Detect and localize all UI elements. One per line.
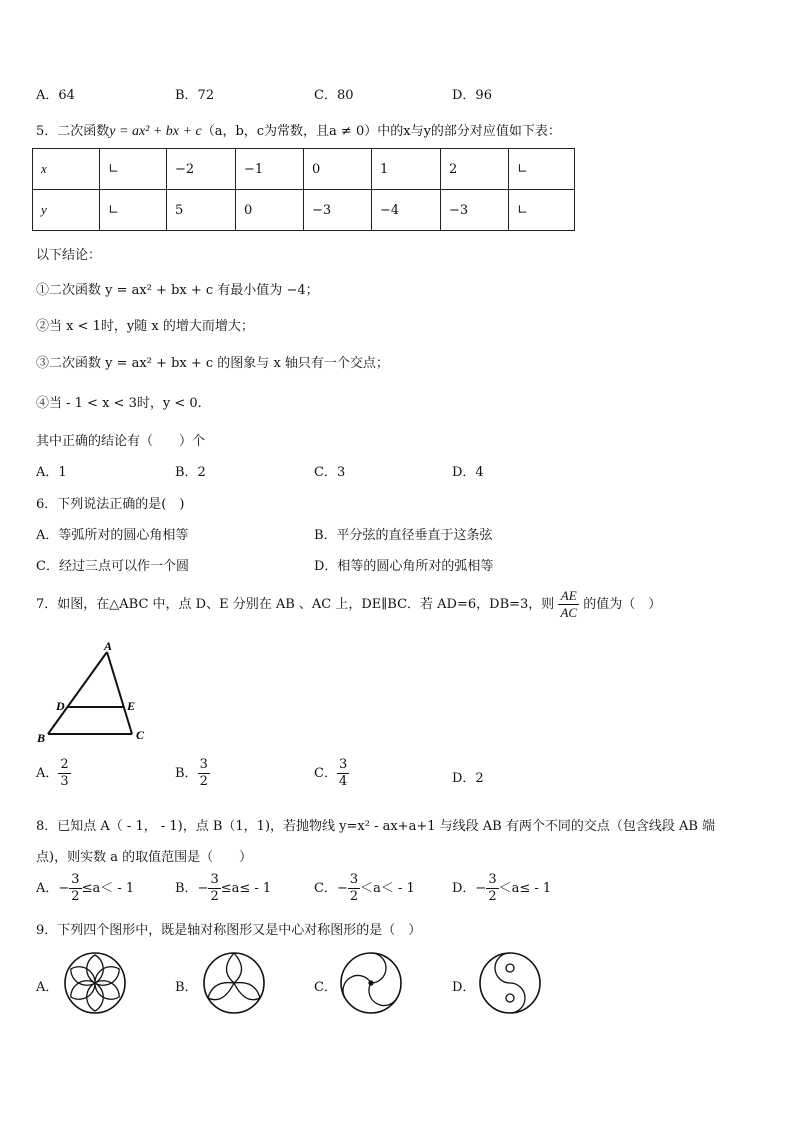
q5-option-d[interactable]: D．4 xyxy=(452,465,484,480)
prev-option-a: A．64 xyxy=(36,88,75,103)
three-petal-figure[interactable] xyxy=(201,950,267,1016)
vertex-label-d: D xyxy=(56,699,65,713)
table-cell: ∟ xyxy=(100,190,167,231)
yin-yang-figure[interactable] xyxy=(477,950,543,1016)
q7-option-c[interactable]: C． $\frac{3}{4}$ xyxy=(314,757,348,789)
vertex-label-e: E xyxy=(127,699,136,713)
q6-stem: 6．下列说法正确的是( ) xyxy=(36,497,185,512)
q5-conclusion-3: ③二次函数 y = ax² + bx + c 的图象与 x 轴只有一个交点； xyxy=(36,356,389,371)
q5-option-a[interactable]: A．1 xyxy=(36,465,67,480)
q7-ratio-fraction: $\frac{AE}{AC}$ xyxy=(560,588,578,620)
q5-conclusions-title: 以下结论： xyxy=(36,248,102,263)
q9-stem: 9．下列四个图形中，既是轴对称图形又是中心对称图形的是（ ） xyxy=(36,923,422,938)
prev-option-d: D．96 xyxy=(452,88,492,103)
q5-conclusion-4: ④当 - 1 < x < 3时，y < 0. xyxy=(36,396,202,411)
q8-option-b[interactable]: B．− $\frac{3}{2}$ ≤a≤ - 1 xyxy=(175,872,272,904)
vertex-label-a: A xyxy=(104,639,113,653)
table-cell: 5 xyxy=(167,190,236,231)
table-cell: ∟ xyxy=(100,149,167,190)
table-cell: −3 xyxy=(441,190,509,231)
table-cell: −1 xyxy=(236,149,304,190)
q6-option-c[interactable]: C．经过三点可以作一个圆 xyxy=(36,559,189,574)
q8-stem-line2: 点)，则实数 a 的取值范围是（ ） xyxy=(36,850,253,865)
table-row-y xyxy=(33,190,575,231)
q5-stem: 5．二次函数y = ax² + bx + c（a，b，c为常数，且a ≠ 0）中的x与y的部分对应值如下表： xyxy=(36,124,561,139)
q7-option-a[interactable]: A． $\frac{2}{3}$ xyxy=(36,757,69,789)
q6-option-a[interactable]: A．等弧所对的圆心角相等 xyxy=(36,528,189,543)
prev-option-c: C．80 xyxy=(314,88,354,103)
table-cell: −4 xyxy=(372,190,441,231)
q7-triangle-figure xyxy=(34,638,154,748)
q9-option-b[interactable]: B． xyxy=(175,980,198,995)
q6-option-b[interactable]: B．平分弦的直径垂直于这条弦 xyxy=(314,528,493,543)
vertex-label-c: C xyxy=(136,728,145,742)
q5-value-table xyxy=(32,148,575,231)
table-cell: y xyxy=(33,190,100,231)
q9-option-a[interactable]: A． xyxy=(36,980,59,995)
q5-conclusion-2: ②当 x < 1时，y随 x 的增大而增大； xyxy=(36,319,254,334)
table-cell: ∟ xyxy=(509,190,575,231)
table-cell: −3 xyxy=(304,190,372,231)
q8-stem-line1: 8．已知点 A（ - 1， - 1)，点 B（1，1)，若抛物线 y=x² - ax+a+1 与线段 AB 有两个不同的交点（包含线段 AB 端 xyxy=(36,819,716,834)
flower-of-life-figure[interactable] xyxy=(62,950,128,1016)
table-row-x xyxy=(33,149,575,190)
prev-option-b: B．72 xyxy=(175,88,215,103)
q7-stem: 7．如图，在△ABC 中，点 D、E 分别在 AB 、AC 上，DE∥BC．若 AD=6，DB=3，则 $\frac{AE}{AC}$ 的值为（ ） xyxy=(36,588,662,620)
q8-option-a[interactable]: A．− $\frac{3}{2}$ ≤a＜ - 1 xyxy=(36,872,135,904)
triple-swirl-figure[interactable] xyxy=(338,950,404,1016)
table-cell: x xyxy=(33,149,100,190)
q7-option-b[interactable]: B． $\frac{3}{2}$ xyxy=(175,757,208,789)
table-cell: ∟ xyxy=(509,149,575,190)
q9-option-d[interactable]: D． xyxy=(452,980,476,995)
table-cell: 2 xyxy=(441,149,509,190)
q5-option-b[interactable]: B．2 xyxy=(175,465,206,480)
table-cell: −2 xyxy=(167,149,236,190)
q8-option-c[interactable]: C．− $\frac{3}{2}$ ＜a＜ - 1 xyxy=(314,872,415,904)
q7-option-d[interactable]: D．2 xyxy=(452,771,484,786)
q8-option-d[interactable]: D．− $\frac{3}{2}$ ＜a≤ - 1 xyxy=(452,872,552,904)
q5-conclusion-1: ①二次函数 y = ax² + bx + c 有最小值为 −4； xyxy=(36,283,319,298)
table-cell: 1 xyxy=(372,149,441,190)
vertex-label-b: B xyxy=(37,731,46,745)
q9-option-c[interactable]: C． xyxy=(314,980,337,995)
table-cell: 0 xyxy=(304,149,372,190)
table-cell: 0 xyxy=(236,190,304,231)
q5-ask: 其中正确的结论有（ ）个 xyxy=(36,434,206,449)
q5-option-c[interactable]: C．3 xyxy=(314,465,346,480)
q6-option-d[interactable]: D．相等的圆心角所对的弧相等 xyxy=(314,559,494,574)
